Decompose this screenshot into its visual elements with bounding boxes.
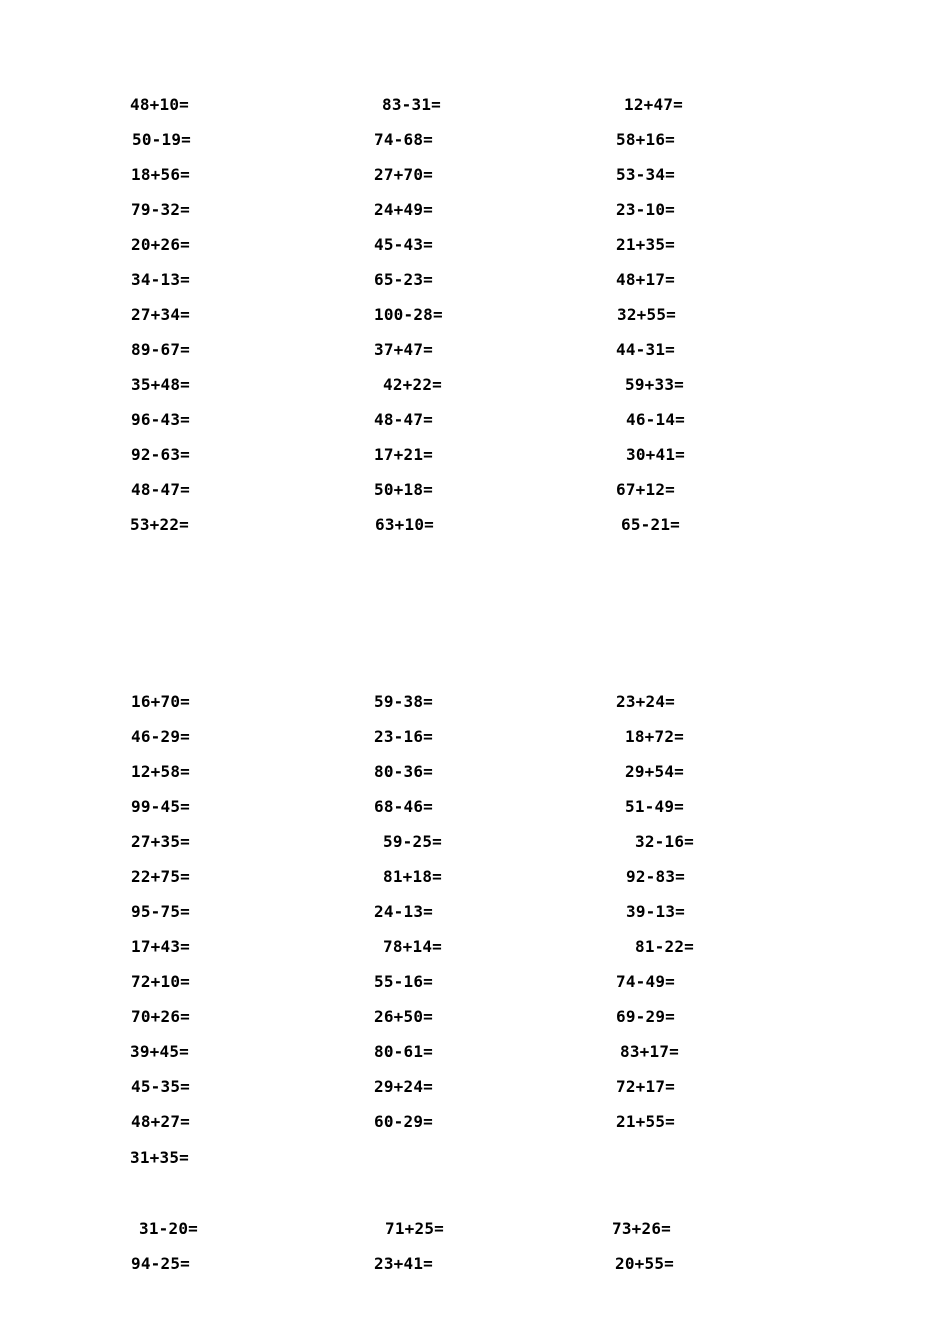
math-problem: 48+10= — [130, 95, 189, 114]
math-problem: 16+70= — [131, 692, 190, 711]
math-problem: 26+50= — [374, 1007, 433, 1026]
math-problem: 80-36= — [374, 762, 433, 781]
math-problem: 23-16= — [374, 727, 433, 746]
math-problem: 70+26= — [131, 1007, 190, 1026]
math-problem: 27+34= — [131, 305, 190, 324]
math-problem: 50-19= — [132, 130, 191, 149]
math-problem: 45-35= — [131, 1077, 190, 1096]
math-problem: 27+35= — [131, 832, 190, 851]
math-problem: 12+58= — [131, 762, 190, 781]
math-problem: 79-32= — [131, 200, 190, 219]
math-problem: 65-21= — [621, 515, 680, 534]
math-problem: 53-34= — [616, 165, 675, 184]
math-problem: 55-16= — [374, 972, 433, 991]
math-problem: 72+17= — [616, 1077, 675, 1096]
math-problem: 73+26= — [612, 1219, 671, 1238]
math-problem: 31+35= — [130, 1148, 189, 1167]
math-problem: 59-38= — [374, 692, 433, 711]
math-problem: 74-49= — [616, 972, 675, 991]
math-problem: 48-47= — [374, 410, 433, 429]
math-problem: 81-22= — [635, 937, 694, 956]
math-problem: 31-20= — [139, 1219, 198, 1238]
math-problem: 29+24= — [374, 1077, 433, 1096]
math-problem: 83+17= — [620, 1042, 679, 1061]
math-problem: 51-49= — [625, 797, 684, 816]
math-problem: 92-63= — [131, 445, 190, 464]
math-problem: 12+47= — [624, 95, 683, 114]
math-problem: 53+22= — [130, 515, 189, 534]
math-problem: 48+17= — [616, 270, 675, 289]
math-problem: 37+47= — [374, 340, 433, 359]
math-problem: 39-13= — [626, 902, 685, 921]
math-problem: 58+16= — [616, 130, 675, 149]
math-problem: 22+75= — [131, 867, 190, 886]
math-problem: 95-75= — [131, 902, 190, 921]
math-problem: 20+55= — [615, 1254, 674, 1273]
math-problem: 89-67= — [131, 340, 190, 359]
math-problem: 24+49= — [374, 200, 433, 219]
math-problem: 59+33= — [625, 375, 684, 394]
math-problem: 59-25= — [383, 832, 442, 851]
math-problem: 74-68= — [374, 130, 433, 149]
math-problem: 78+14= — [383, 937, 442, 956]
math-problem: 67+12= — [616, 480, 675, 499]
math-problem: 48+27= — [131, 1112, 190, 1131]
math-problem: 65-23= — [374, 270, 433, 289]
math-problem: 20+26= — [131, 235, 190, 254]
math-problem: 100-28= — [374, 305, 443, 324]
math-problem: 23+41= — [374, 1254, 433, 1273]
math-problem: 48-47= — [131, 480, 190, 499]
math-problem: 44-31= — [616, 340, 675, 359]
math-problem: 21+55= — [616, 1112, 675, 1131]
math-problem: 29+54= — [625, 762, 684, 781]
math-problem: 42+22= — [383, 375, 442, 394]
math-problem: 83-31= — [382, 95, 441, 114]
math-problem: 81+18= — [383, 867, 442, 886]
math-problem: 45-43= — [374, 235, 433, 254]
math-problem: 34-13= — [131, 270, 190, 289]
math-problem: 94-25= — [131, 1254, 190, 1273]
math-problem: 23-10= — [616, 200, 675, 219]
math-problem: 27+70= — [374, 165, 433, 184]
math-problem: 35+48= — [131, 375, 190, 394]
math-problem: 32+55= — [617, 305, 676, 324]
math-problem: 32-16= — [635, 832, 694, 851]
math-problem: 69-29= — [616, 1007, 675, 1026]
math-problem: 99-45= — [131, 797, 190, 816]
math-problem: 21+35= — [616, 235, 675, 254]
math-problem: 30+41= — [626, 445, 685, 464]
math-problem: 24-13= — [374, 902, 433, 921]
math-problem: 46-29= — [131, 727, 190, 746]
math-problem: 71+25= — [385, 1219, 444, 1238]
math-problem: 80-61= — [374, 1042, 433, 1061]
math-problem: 18+56= — [131, 165, 190, 184]
math-problem: 63+10= — [375, 515, 434, 534]
math-problem: 23+24= — [616, 692, 675, 711]
math-problem: 17+43= — [131, 937, 190, 956]
math-problem: 17+21= — [374, 445, 433, 464]
math-problem: 46-14= — [626, 410, 685, 429]
math-problem: 72+10= — [131, 972, 190, 991]
math-problem: 68-46= — [374, 797, 433, 816]
math-problem: 60-29= — [374, 1112, 433, 1131]
math-problem: 39+45= — [130, 1042, 189, 1061]
math-problem: 92-83= — [626, 867, 685, 886]
math-problem: 96-43= — [131, 410, 190, 429]
math-problem: 50+18= — [374, 480, 433, 499]
math-problem: 18+72= — [625, 727, 684, 746]
